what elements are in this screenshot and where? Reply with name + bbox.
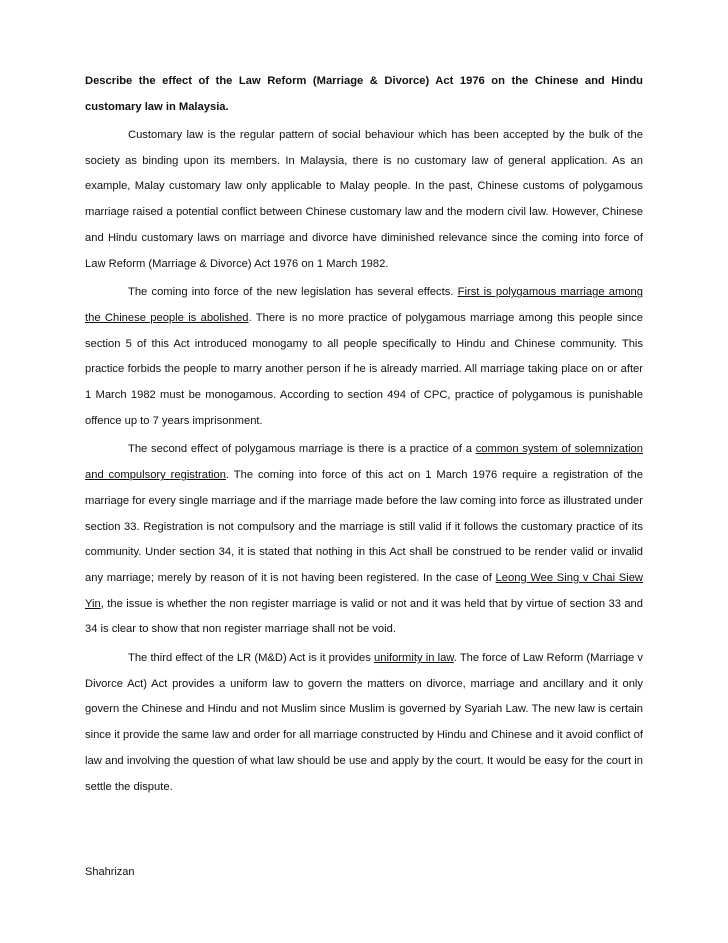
paragraph-text: , the issue is whether the non register marriage is valid or not and it was held that by virtue of section 33 and 34 is clear to show that non register marriage shall not be void. xyxy=(85,597,643,636)
underlined-phrase: common system of solemnization and compulsory registration xyxy=(85,443,644,482)
paragraph-text: . The coming into force of this act on 1 March 1976 require a registration of the marriage for every single marriage and if the marriage made before the law coming into force as illustrated under section 33. Registration is not compulsory and the marriage is still valid if it follows the customary practice of its community. Under section 34, it is stated that nothing in this Act shall be construed to be render valid or invalid any marriage; merely by reason of it is not having been registered. In the case of xyxy=(85,469,643,584)
case-name: Leong Wee Sing v Chai Siew Yin xyxy=(85,571,643,610)
document-title: Describe the effect of the Law Reform (Marriage & Divorce) Act 1976 on the Chinese and Hindu customary law in Malaysia. xyxy=(85,75,643,113)
underlined-phrase: First is polygamous marriage among the Chinese people is abolished xyxy=(85,286,643,324)
paragraph-text: The coming into force of the new legislation has several effects. xyxy=(128,286,458,299)
paragraph-text: . There is no more practice of polygamous marriage among this people since section 5 of this Act introduced monogamy to all people specifically to Hindu and Chinese community. This practice forbids the people to marry another person if he is already married. All marriage taking place on or after 1 March 1982 must be monogamous. According to section 494 of CPC, practice of polygamous is punishable offence up to 7 years imprisonment. xyxy=(85,311,643,427)
paragraph-customary-law xyxy=(85,123,643,277)
footer-author: Shahrizan xyxy=(85,866,135,878)
paragraph-text: The third effect of the LR (M&D) Act is it provides xyxy=(128,652,375,665)
paragraph-third-effect xyxy=(85,646,643,800)
paragraph-second-effect xyxy=(85,437,643,643)
paragraph-text: . The force of Law Reform (Marriage v Divorce Act) Act provides a uniform law to govern the matters on divorce, marriage and ancillary and it only govern the Chinese and Hindu and not Muslim since Muslim is governed by Syariah Law. The new law is certain since it provide the same law and order for all marriage constructed by Hindu and Chinese and it avoid conflict of law and involving the question of what law should be use and apply by the court. It would be easy for the court in settle the dispute. xyxy=(85,652,643,793)
paragraph-first-effect xyxy=(85,280,643,434)
underlined-phrase: uniformity in law xyxy=(374,652,454,665)
paragraph-text: The second effect of polygamous marriage is there is a practice of a xyxy=(128,443,476,456)
paragraph-text: Customary law is the regular pattern of social behaviour which has been accepted by the bulk of the society as binding upon its members. In Malaysia, there is no customary law of general application. As an example, Malay customary law only applicable to Malay people. In the past, Chinese customs of polygamous marriage raised a potential conflict between Chinese customary law and the modern civil law. However, Chinese and Hindu customary laws on marriage and divorce have diminished relevance since the coming into force of Law Reform (Marriage & Divorce) Act 1976 on 1 March 1982. xyxy=(85,129,643,270)
